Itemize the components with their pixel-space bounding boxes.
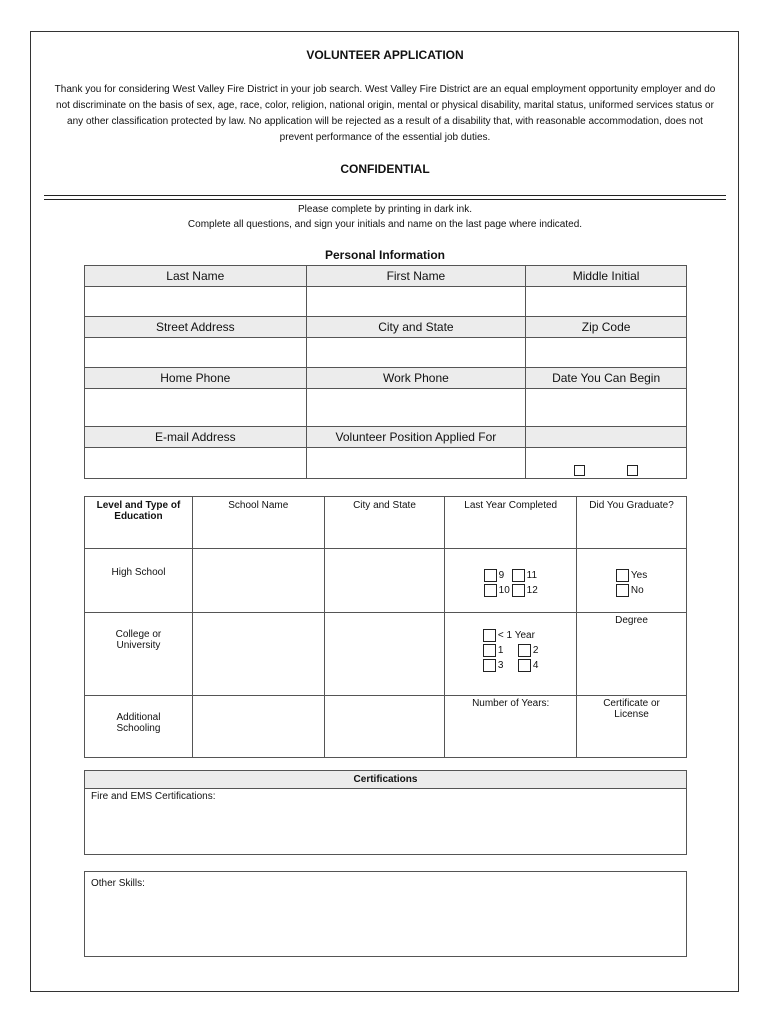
num-years-field[interactable]: Number of Years: (445, 696, 577, 758)
checkbox[interactable] (574, 465, 585, 476)
hs-year-options: 9 11 10 12 (445, 549, 577, 613)
personal-info-table (84, 265, 687, 479)
work-phone-field[interactable] (306, 389, 526, 427)
first-name-field[interactable] (306, 287, 526, 317)
checkbox[interactable] (512, 584, 525, 597)
degree-field[interactable]: Degree (577, 613, 687, 696)
other-skills-field[interactable] (84, 871, 687, 957)
college-school-name-field[interactable] (192, 613, 324, 696)
middle-initial-field[interactable] (526, 287, 687, 317)
additional-schooling-label: Additional Schooling (85, 696, 193, 758)
school-name-header: School Name (192, 497, 324, 549)
high-school-label: High School (85, 549, 193, 613)
confidential-heading: CONFIDENTIAL (340, 162, 430, 176)
checkbox[interactable] (627, 465, 638, 476)
personal-info-heading: Personal Information (324, 248, 446, 262)
education-level-header: Level and Type of Education (85, 497, 193, 549)
street-address-field[interactable] (85, 338, 307, 368)
graduated-header: Did You Graduate? (577, 497, 687, 549)
email-field[interactable] (85, 448, 307, 479)
instructions (0, 202, 770, 232)
college-city-field[interactable] (324, 613, 445, 696)
city-state-label: City and State (306, 317, 526, 338)
college-label: College or University (85, 613, 193, 696)
checkbox[interactable] (483, 659, 496, 672)
checkbox[interactable] (483, 629, 496, 642)
certifications-header: Certifications (85, 771, 686, 789)
hs-city-field[interactable] (324, 549, 445, 613)
intro-paragraph: Thank you for considering West Valley Fire District in your job search. West Valley Fire District are an equal employment opportunity employer and do not discriminate on the basis of sex, age, race, color, religion, national origin, mental or physical disability, marital status, uniformed services status or any other classification protected by law. No application will be rejected as a result of a disability that, with reasonable accommodation, does not prevent performance of the essential job duties. (54, 84, 716, 143)
middle-initial-label: Middle Initial (526, 266, 687, 287)
hs-school-name-field[interactable] (192, 549, 324, 613)
start-date-field[interactable] (526, 389, 687, 427)
add-school-name-field[interactable] (192, 696, 324, 758)
instruction-line-1: Please complete by printing in dark ink. (298, 204, 472, 215)
education-table (84, 496, 687, 758)
checkbox[interactable] (484, 584, 497, 597)
last-name-field[interactable] (85, 287, 307, 317)
hs-graduated-options: Yes No (577, 549, 687, 613)
form-title: VOLUNTEER APPLICATION (306, 48, 464, 62)
certificate-field[interactable]: Certificate or License (577, 696, 687, 758)
add-city-field[interactable] (324, 696, 445, 758)
position-field[interactable] (306, 448, 526, 479)
checkbox[interactable] (518, 644, 531, 657)
checkbox[interactable] (616, 584, 629, 597)
home-phone-label: Home Phone (85, 368, 307, 389)
city-state-header: City and State (324, 497, 445, 549)
position-label: Volunteer Position Applied For (306, 427, 526, 448)
home-phone-field[interactable] (85, 389, 307, 427)
city-state-field[interactable] (306, 338, 526, 368)
checkbox[interactable] (484, 569, 497, 582)
checkbox[interactable] (483, 644, 496, 657)
option-checkboxes (526, 448, 687, 479)
start-date-label: Date You Can Begin (526, 368, 687, 389)
first-name-label: First Name (306, 266, 526, 287)
last-name-label: Last Name (85, 266, 307, 287)
email-label: E-mail Address (85, 427, 307, 448)
certifications-box (84, 770, 687, 855)
work-phone-label: Work Phone (306, 368, 526, 389)
instruction-line-2: Complete all questions, and sign your initials and name on the last page where indicated. (187, 219, 583, 230)
street-address-label: Street Address (85, 317, 307, 338)
checkbox[interactable] (518, 659, 531, 672)
college-year-options: < 1 Year 1 2 3 4 (445, 613, 577, 696)
divider-line (44, 195, 726, 196)
empty-label (526, 427, 687, 448)
other-skills-label: Other Skills: (91, 878, 145, 889)
checkbox[interactable] (616, 569, 629, 582)
zip-code-field[interactable] (526, 338, 687, 368)
last-year-header: Last Year Completed (445, 497, 577, 549)
divider-line (44, 199, 726, 200)
checkbox[interactable] (512, 569, 525, 582)
zip-code-label: Zip Code (526, 317, 687, 338)
fire-ems-certifications-field[interactable]: Fire and EMS Certifications: (91, 791, 216, 802)
